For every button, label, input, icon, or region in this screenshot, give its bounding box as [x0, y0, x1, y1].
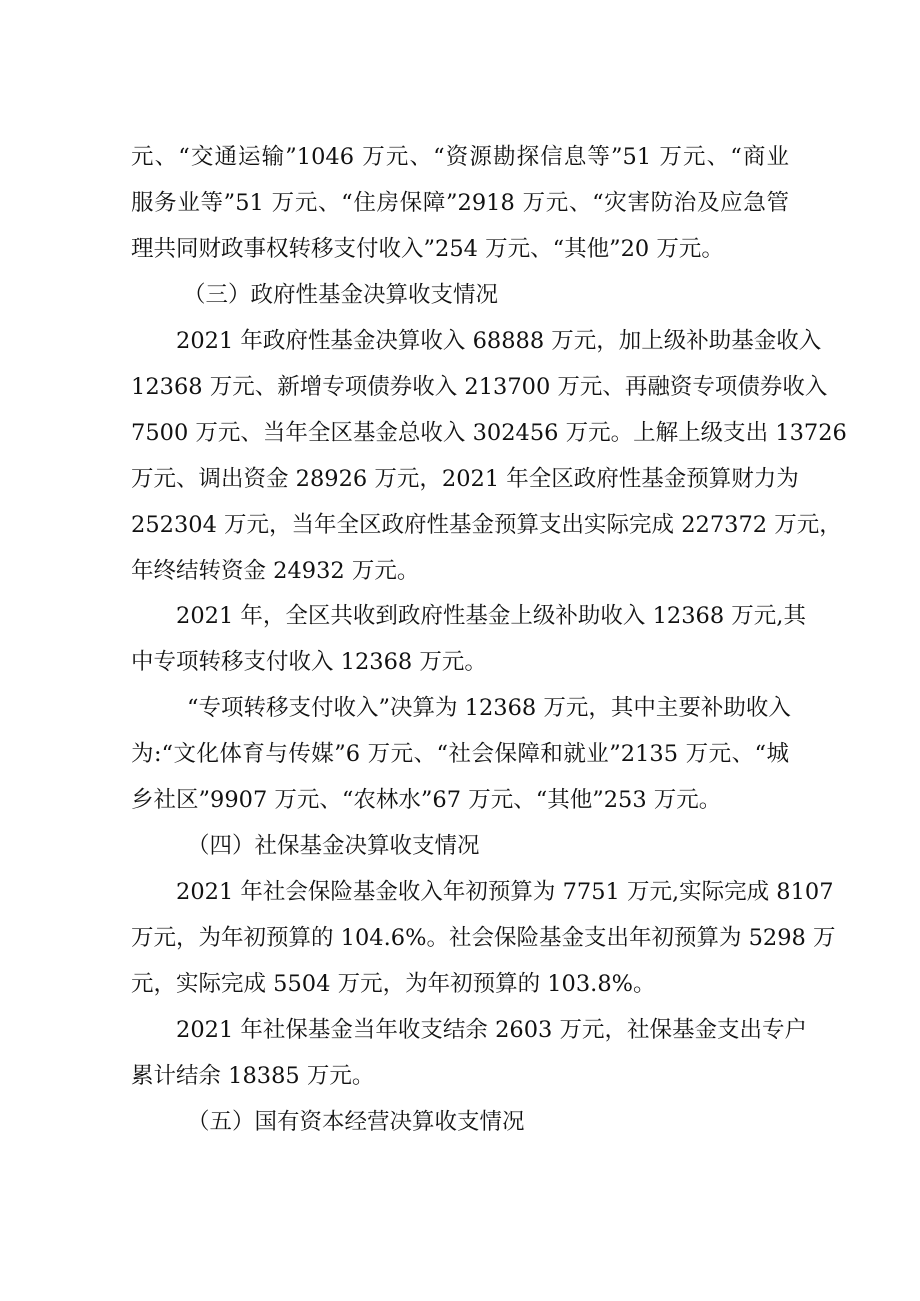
paragraph-line: 中专项转移支付收入 12368 万元。 — [131, 649, 487, 675]
paragraph-line: 元、“交通运输”1046 万元、“资源勘探信息等”51 万元、“商业 — [131, 144, 789, 170]
paragraph-line: 为:“文化体育与传媒”6 万元、“社会保障和就业”2135 万元、“城 — [131, 741, 789, 767]
paragraph-line: 7500 万元、当年全区基金总收入 302456 万元。上解上级支出 13726 — [131, 420, 847, 446]
paragraph-line: 累计结余 18385 万元。 — [131, 1063, 375, 1089]
paragraph-line: 2021 年政府性基金决算收入 68888 万元，加上级补助基金收入 — [176, 328, 822, 354]
paragraph-line: 年终结转资金 24932 万元。 — [131, 558, 420, 584]
paragraph-line: 理共同财政事权转移支付收入”254 万元、“其他”20 万元。 — [131, 236, 724, 262]
section-heading-3: （三）政府性基金决算收支情况 — [183, 282, 499, 308]
paragraph-line: 服务业等”51 万元、“住房保障”2918 万元、“灾害防治及应急管 — [131, 190, 789, 216]
paragraph-line: 2021 年社保基金当年收支结余 2603 万元，社保基金支出专户 — [176, 1017, 807, 1043]
paragraph-line: 元，实际完成 5504 万元，为年初预算的 103.8%。 — [131, 971, 656, 997]
paragraph-line: “专项转移支付收入”决算为 12368 万元，其中主要补助收入 — [187, 695, 791, 721]
paragraph-line: 乡社区”9907 万元、“农林水”67 万元、“其他”253 万元。 — [131, 787, 722, 813]
paragraph-line: 2021 年，全区共收到政府性基金上级补助收入 12368 万元,其 — [176, 603, 806, 629]
section-heading-4: （四）社保基金决算收支情况 — [187, 833, 480, 859]
paragraph-line: 12368 万元、新增专项债券收入 213700 万元、再融资专项债券收入 — [131, 374, 828, 400]
paragraph-line: 252304 万元，当年全区政府性基金预算支出实际完成 227372 万元， — [131, 512, 842, 538]
paragraph-line: 万元、调出资金 28926 万元，2021 年全区政府性基金预算财力为 — [131, 466, 799, 492]
paragraph-line: 万元，为年初预算的 104.6%。社会保险基金支出年初预算为 5298 万 — [131, 925, 836, 951]
paragraph-line: 2021 年社会保险基金收入年初预算为 7751 万元,实际完成 8107 — [176, 879, 834, 905]
section-heading-5: （五）国有资本经营决算收支情况 — [187, 1109, 525, 1135]
